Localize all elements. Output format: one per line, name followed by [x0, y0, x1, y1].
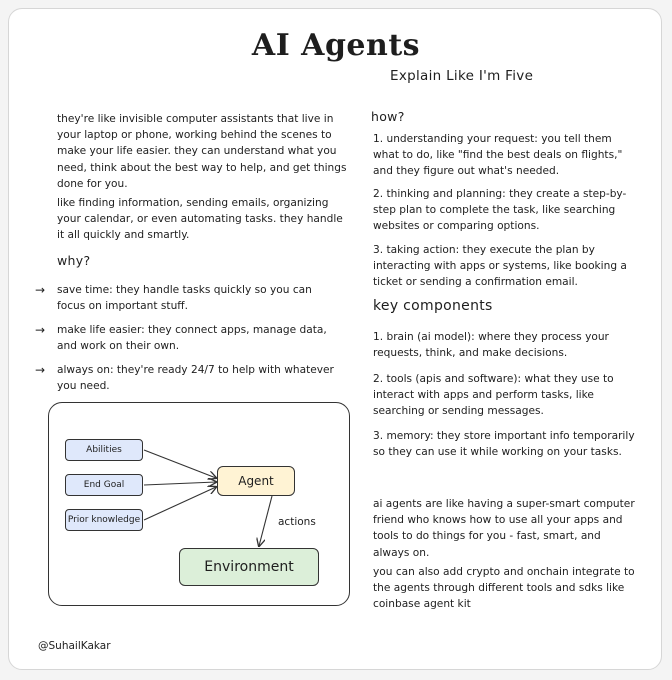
- actions-edge-label: actions: [278, 516, 316, 528]
- how-item: 2. thinking and planning: they create a step-by-step plan to complete the task, like searching websites or comparing options.: [373, 188, 627, 233]
- arrow-right-icon: →: [35, 323, 46, 337]
- agent-node-label: Agent: [238, 474, 274, 488]
- key-components-heading: key components: [373, 298, 493, 314]
- arrow-right-icon: →: [35, 363, 46, 377]
- summary-paragraph: ai agents are like having a super-smart computer friend who knows how to use all your apps and tools to do things for you - fast, smart, and always on.: [373, 498, 635, 559]
- how-heading: how?: [371, 109, 405, 124]
- input-node-label: Abilities: [86, 445, 122, 455]
- key-item: 1. brain (ai model): where they process your requests, think, and make decisions.: [373, 331, 609, 360]
- how-item: 1. understanding your request: you tell them what to do, like "find the best deals on flights," and they figure out what's needed.: [373, 133, 623, 178]
- why-heading: why?: [57, 253, 91, 268]
- intro-paragraph: they're like invisible computer assistants that live in your laptop or phone, working behind the scenes to make your life easier. they can understand what you need, think about the best way to help, and get things done for you.: [57, 113, 347, 190]
- input-node-label: End Goal: [83, 480, 125, 490]
- how-item: 3. taking action: they execute the plan by interacting with apps or systems, like booking a ticket or sending a confirmation email.: [373, 244, 627, 289]
- input-node: [65, 509, 143, 531]
- examples-paragraph: like finding information, sending emails, organizing your calendar, or even automating tasks. they handle it all quickly and smartly.: [57, 197, 343, 242]
- why-item-text: save time: they handle tasks quickly so you can focus on important stuff.: [57, 284, 312, 313]
- edge-goal-agent: [144, 482, 216, 485]
- input-node: [65, 474, 143, 496]
- environment-node-label: Environment: [204, 559, 294, 575]
- arrow-right-icon: →: [35, 283, 46, 297]
- crypto-paragraph: you can also add crypto and onchain integrate to the agents through different tools and sdks like coinbase agent kit: [373, 566, 635, 611]
- agent-node: [217, 466, 295, 496]
- edge-knowledge-agent: [144, 487, 216, 520]
- input-node: [65, 439, 143, 461]
- key-item: 3. memory: they store important info temporarily so they can use it while working on your tasks.: [373, 430, 635, 459]
- page-subtitle: Explain Like I'm Five: [390, 68, 534, 84]
- edge-agent-environment: [259, 496, 272, 546]
- why-item-text: make life easier: they connect apps, manage data, and work on their own.: [57, 324, 327, 353]
- environment-node: [179, 548, 319, 586]
- author-handle: @SuhailKakar: [38, 640, 111, 652]
- why-item-text: always on: they're ready 24/7 to help with whatever you need.: [57, 364, 334, 393]
- key-item: 2. tools (apis and software): what they use to interact with apps and perform tasks, like searching or sending messages.: [373, 373, 614, 418]
- edge-abilities-agent: [144, 450, 216, 478]
- page-title: AI Agents: [251, 28, 421, 63]
- input-node-label: Prior knowledge: [67, 515, 141, 525]
